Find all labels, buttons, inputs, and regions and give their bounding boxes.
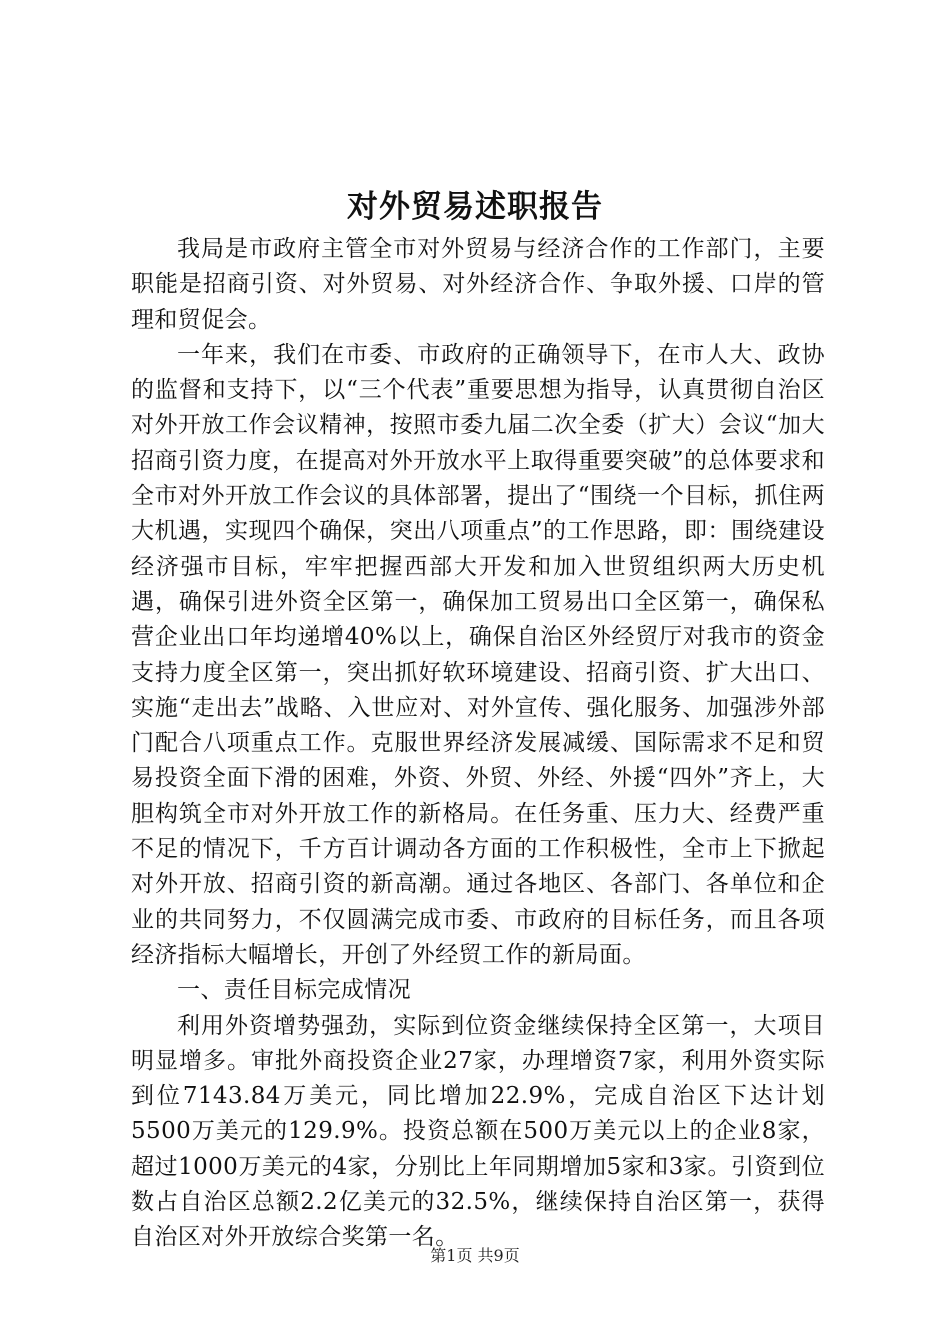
document-body	[131, 232, 825, 1256]
intro-paragraph: 我局是市政府主管全市对外贸易与经济合作的工作部门，主要职能是招商引资、对外贸易、对外经济合作、争取外援、口岸的管理和贸促会。	[131, 236, 825, 333]
document-title: 对外贸易述职报告	[347, 189, 603, 225]
summary-paragraph: 一年来，我们在市委、市政府的正确领导下，在市人大、政协的监督和支持下，以“三个代表”重要思想为指导，认真贯彻自治区对外开放工作会议精神，按照市委九届二次全委（扩大）会议“加大招商引资力度，在提高对外开放水平上取得重要突破”的总体要求和全市对外开放工作会议的具体部署，提出了“围绕一个目标，抓住两大机遇，实现四个确保，突出八项重点”的工作思路，即：围绕建设经济强市目标，牢牢把握西部大开发和加入世贸组织两大历史机遇，确保引进外资全区第一，确保加工贸易出口全区第一，确保私营企业出口年均递增40%以上，确保自治区外经贸厅对我市的资金支持力度全区第一，突出抓好软环境建设、招商引资、扩大出口、实施“走出去”战略、入世应对、对外宣传、强化服务、加强涉外部门配合八项重点工作。克服世界经济发展减缓、国际需求不足和贸易投资全面下滑的困难，外资、外贸、外经、外援“四外”齐上，大胆构筑全市对外开放工作的新格局。在任务重、压力大、经费严重不足的情况下，千方百计调动各方面的工作积极性，全市上下掀起对外开放、招商引资的新高潮。通过各地区、各部门、各单位和企业的共同努力，不仅圆满完成市委、市政府的目标任务，而且各项经济指标大幅增长，开创了外经贸工作的新局面。	[131, 341, 825, 968]
section-heading: 一、责任目标完成情况	[177, 977, 411, 1004]
section-paragraph: 利用外资增势强劲，实际到位资金继续保持全区第一，大项目明显增多。审批外商投资企业27家，办理增资7家，利用外资实际到位7143.84万美元，同比增加22.9%，完成自治区下达计划5500万美元的129.9%。投资总额在500万美元以上的企业8家，超过1000万美元的4家，分别比上年同期增加5家和3家。引资到位数占自治区总额2.2亿美元的32.5%，继续保持自治区第一，获得自治区对外开放综合奖第一名。	[131, 1012, 825, 1251]
page-number-footer: 第1页 共9页	[430, 1246, 520, 1265]
